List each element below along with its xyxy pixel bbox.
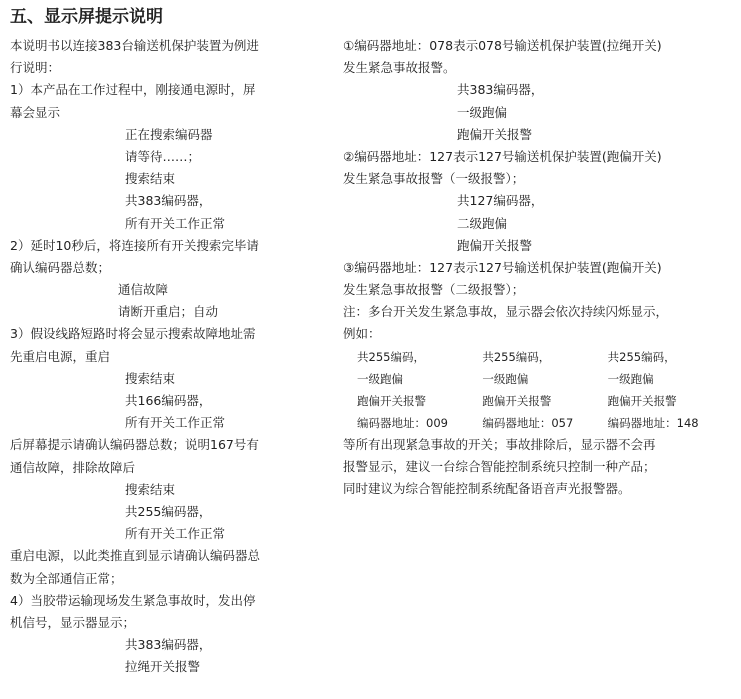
example-line: 一级跑偏	[482, 371, 529, 386]
step-3-text: 通信故障，排除故障后	[10, 459, 136, 475]
section-title: 五、显示屏提示说明	[10, 7, 163, 27]
step-1-heading: 1）本产品在工作过程中，刚接通电源时，屏	[10, 82, 256, 98]
display-text: 跑偏开关报警	[457, 237, 533, 253]
display-text: 请等待……；	[125, 148, 201, 164]
step-3-heading: 先重启电源，重启	[10, 348, 111, 364]
step-3-text: 后屏幕提示请确认编码器总数；说明167号有	[10, 437, 259, 453]
example-line: 共255编码，	[482, 349, 551, 364]
display-text: 共127编码器，	[457, 193, 544, 209]
display-text: 一级跑偏	[457, 104, 508, 120]
intro-line: 行说明：	[10, 60, 61, 76]
display-text: 搜索结束	[125, 481, 176, 497]
example-line: 跑偏开关报警	[482, 393, 552, 408]
right-column	[343, 35, 733, 500]
display-text: 所有开关工作正常	[125, 215, 226, 231]
display-text: 共255编码器，	[125, 503, 212, 519]
intro-line: 本说明书以连接383台输送机保护装置为例进	[10, 38, 259, 53]
closing-text: 同时建议为综合智能控制系统配备语音声光报警器。	[343, 481, 631, 496]
display-text: 请断开重启；自动	[118, 304, 219, 320]
display-text: 正在搜索编码器	[125, 126, 213, 142]
step-4-heading: 机信号，显示器显示；	[10, 614, 136, 630]
closing-text: 等所有出现紧急事故的开关；事故排除后，显示器不会再	[343, 436, 656, 452]
display-text: 所有开关工作正常	[125, 415, 226, 431]
step-4-heading: 4）当胶带运输现场发生紧急事故时，发出停	[10, 592, 256, 608]
example-line: 跑偏开关报警	[357, 393, 426, 408]
example-display	[357, 346, 482, 434]
example-line: 共255编码，	[607, 349, 676, 364]
example-line: 一级跑偏	[607, 371, 654, 386]
case-3-heading: ③编码器地址：127表示127号输送机保护装置(跑偏开关)	[343, 259, 662, 275]
display-text: 搜索结束	[125, 171, 176, 187]
display-text: 共383编码器，	[125, 637, 212, 653]
example-line: 一级跑偏	[357, 371, 403, 386]
display-text: 通信故障	[118, 282, 169, 298]
example-line: 编码器地址：009	[357, 415, 448, 430]
display-text: 共166编码器，	[125, 393, 212, 408]
step-2-heading: 确认编码器总数；	[10, 259, 111, 275]
closing-text: 报警显示，建议一台综合智能控制系统只控制一种产品；	[343, 458, 656, 474]
step-1-heading: 幕会显示	[10, 104, 61, 120]
display-text: 二级跑偏	[457, 215, 508, 231]
display-text: 搜索结束	[125, 370, 176, 386]
left-column	[10, 35, 328, 678]
step-2-heading: 2）延时10秒后，将连接所有开关搜索完毕请	[10, 237, 259, 253]
step-3-heading: 3）假设线路短路时将会显示搜索故障地址需	[10, 326, 256, 342]
note-text: 例如：	[343, 326, 381, 342]
case-1-heading: 发生紧急事故报警。	[343, 60, 456, 76]
example-line: 编码器地址：057	[482, 415, 574, 430]
display-text: 跑偏开关报警	[457, 126, 533, 142]
example-line: 编码器地址：148	[607, 415, 699, 430]
case-2-heading: 发生紧急事故报警（一级报警）；	[343, 171, 525, 187]
note-text: 注：多台开关发生紧急事故，显示器会依次持续闪烁显示，	[343, 304, 669, 320]
example-display	[608, 346, 733, 434]
example-display	[482, 346, 607, 434]
example-line: 跑偏开关报警	[607, 393, 677, 408]
case-3-heading: 发生紧急事故报警（二级报警）；	[343, 282, 525, 298]
display-text: 所有开关工作正常	[125, 526, 226, 542]
case-2-heading: ②编码器地址：127表示127号输送机保护装置(跑偏开关)	[343, 148, 662, 164]
display-text: 拉绳开关报警	[125, 659, 201, 675]
step-3-text: 数为全部通信正常；	[10, 570, 123, 586]
display-text: 共383编码器，	[457, 82, 544, 98]
example-line: 共255编码，	[357, 349, 425, 364]
step-3-text: 重启电源，以此类推直到显示请确认编码器总	[10, 548, 261, 564]
case-1-heading: ①编码器地址：078表示078号输送机保护装置(拉绳开关)	[343, 38, 662, 53]
display-examples	[357, 346, 733, 434]
display-text: 共383编码器，	[125, 193, 212, 209]
